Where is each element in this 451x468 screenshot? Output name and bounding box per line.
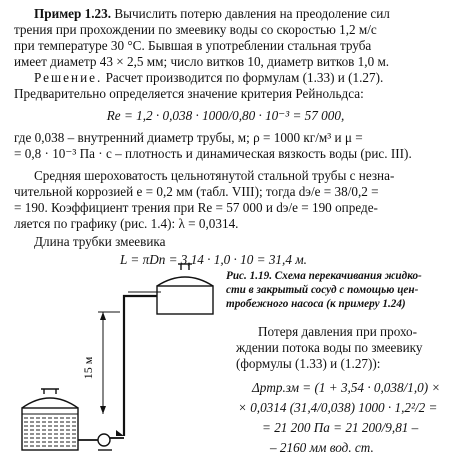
solution-line-1: Решение. Расчет производится по формулам (1.33) и (1.27). [34, 70, 384, 85]
loss-formula-line-3: = 21 200 Па = 21 200/9,81 – [262, 420, 419, 435]
example-line-1: Пример 1.23. Вычислить потерю давления на преодоление сил [34, 6, 390, 21]
loss-line-1: Потеря давления при прохо- [258, 324, 418, 339]
figure-caption-line-3: тробежного насоса (к примеру 1.24) [226, 298, 406, 310]
example-line-3: при температуре 30 °С. Бывшая в употреблении стальная труба [14, 38, 372, 53]
height-label: 15 м [81, 356, 95, 380]
loss-line-2: ждении потока воды по змеевику [236, 340, 423, 355]
roughness-line-1: Средняя шероховатость цельнотянутой стальной трубы с незна- [34, 168, 395, 183]
valve-icon [116, 430, 124, 436]
formula-length: L = πDn = 3,14 · 1,0 · 10 = 31,4 м. [120, 252, 307, 267]
loss-formula-line-4: – 2160 мм вод. ст. [270, 440, 374, 455]
example-line-2: трения при прохождении по змеевику воды со скоростью 1,2 м/с [14, 22, 377, 37]
pump-icon [98, 434, 110, 446]
figure-caption-line-1: Рис. 1.19. Схема перекачивания жидко- [226, 270, 422, 282]
formula-reynolds: Re = 1,2 · 0,038 · 1000/0,80 · 10⁻³ = 57 000, [106, 108, 345, 123]
solution-label: Решение. [34, 70, 103, 85]
loss-line-3: (формулы (1.33) и (1.27)): [236, 356, 381, 371]
roughness-line-3: = 190. Коэффициент трения при Re = 57 000 и dэ/e = 190 опреде- [14, 200, 378, 215]
height-dimension [81, 312, 120, 414]
discharge-pipe [124, 292, 161, 436]
pump-assembly [78, 430, 124, 450]
lower-tank [22, 389, 78, 450]
where-line-2: = 0,8 · 10⁻³ Па · с – плотность и динамическая вязкость воды (рис. III). [14, 146, 412, 161]
where-line-1: где 0,038 – внутренний диаметр трубы, м; ρ = 1000 кг/м³ и μ = [14, 130, 363, 145]
figure-caption-line-2: сти в закрытый сосуд с помощью цен- [226, 284, 419, 296]
length-line: Длина трубки змеевика [34, 234, 166, 249]
roughness-line-2: чительной коррозией e = 0,2 мм (табл. VIII); тогда dэ/e = 38/0,2 = [14, 184, 379, 199]
roughness-line-4: ляется по графику (рис. 1.4): λ = 0,0314. [14, 216, 239, 231]
solution-line-2: Предварительно определяется значение критерия Рейнольдса: [14, 86, 364, 101]
example-label: Пример 1.23. [34, 6, 112, 21]
loss-formula-line-2: × 0,0314 (31,4/0,038) 1000 · 1,2²/2 = [238, 400, 438, 415]
example-line-4: имеет диаметр 43 × 2,5 мм; число витков 10, диаметр витков 1,0 м. [14, 54, 390, 69]
loss-formula-line-1: Δpтр.зм = (1 + 3,54 · 0,038/1,0) × [252, 380, 441, 395]
upper-vessel [157, 264, 213, 314]
